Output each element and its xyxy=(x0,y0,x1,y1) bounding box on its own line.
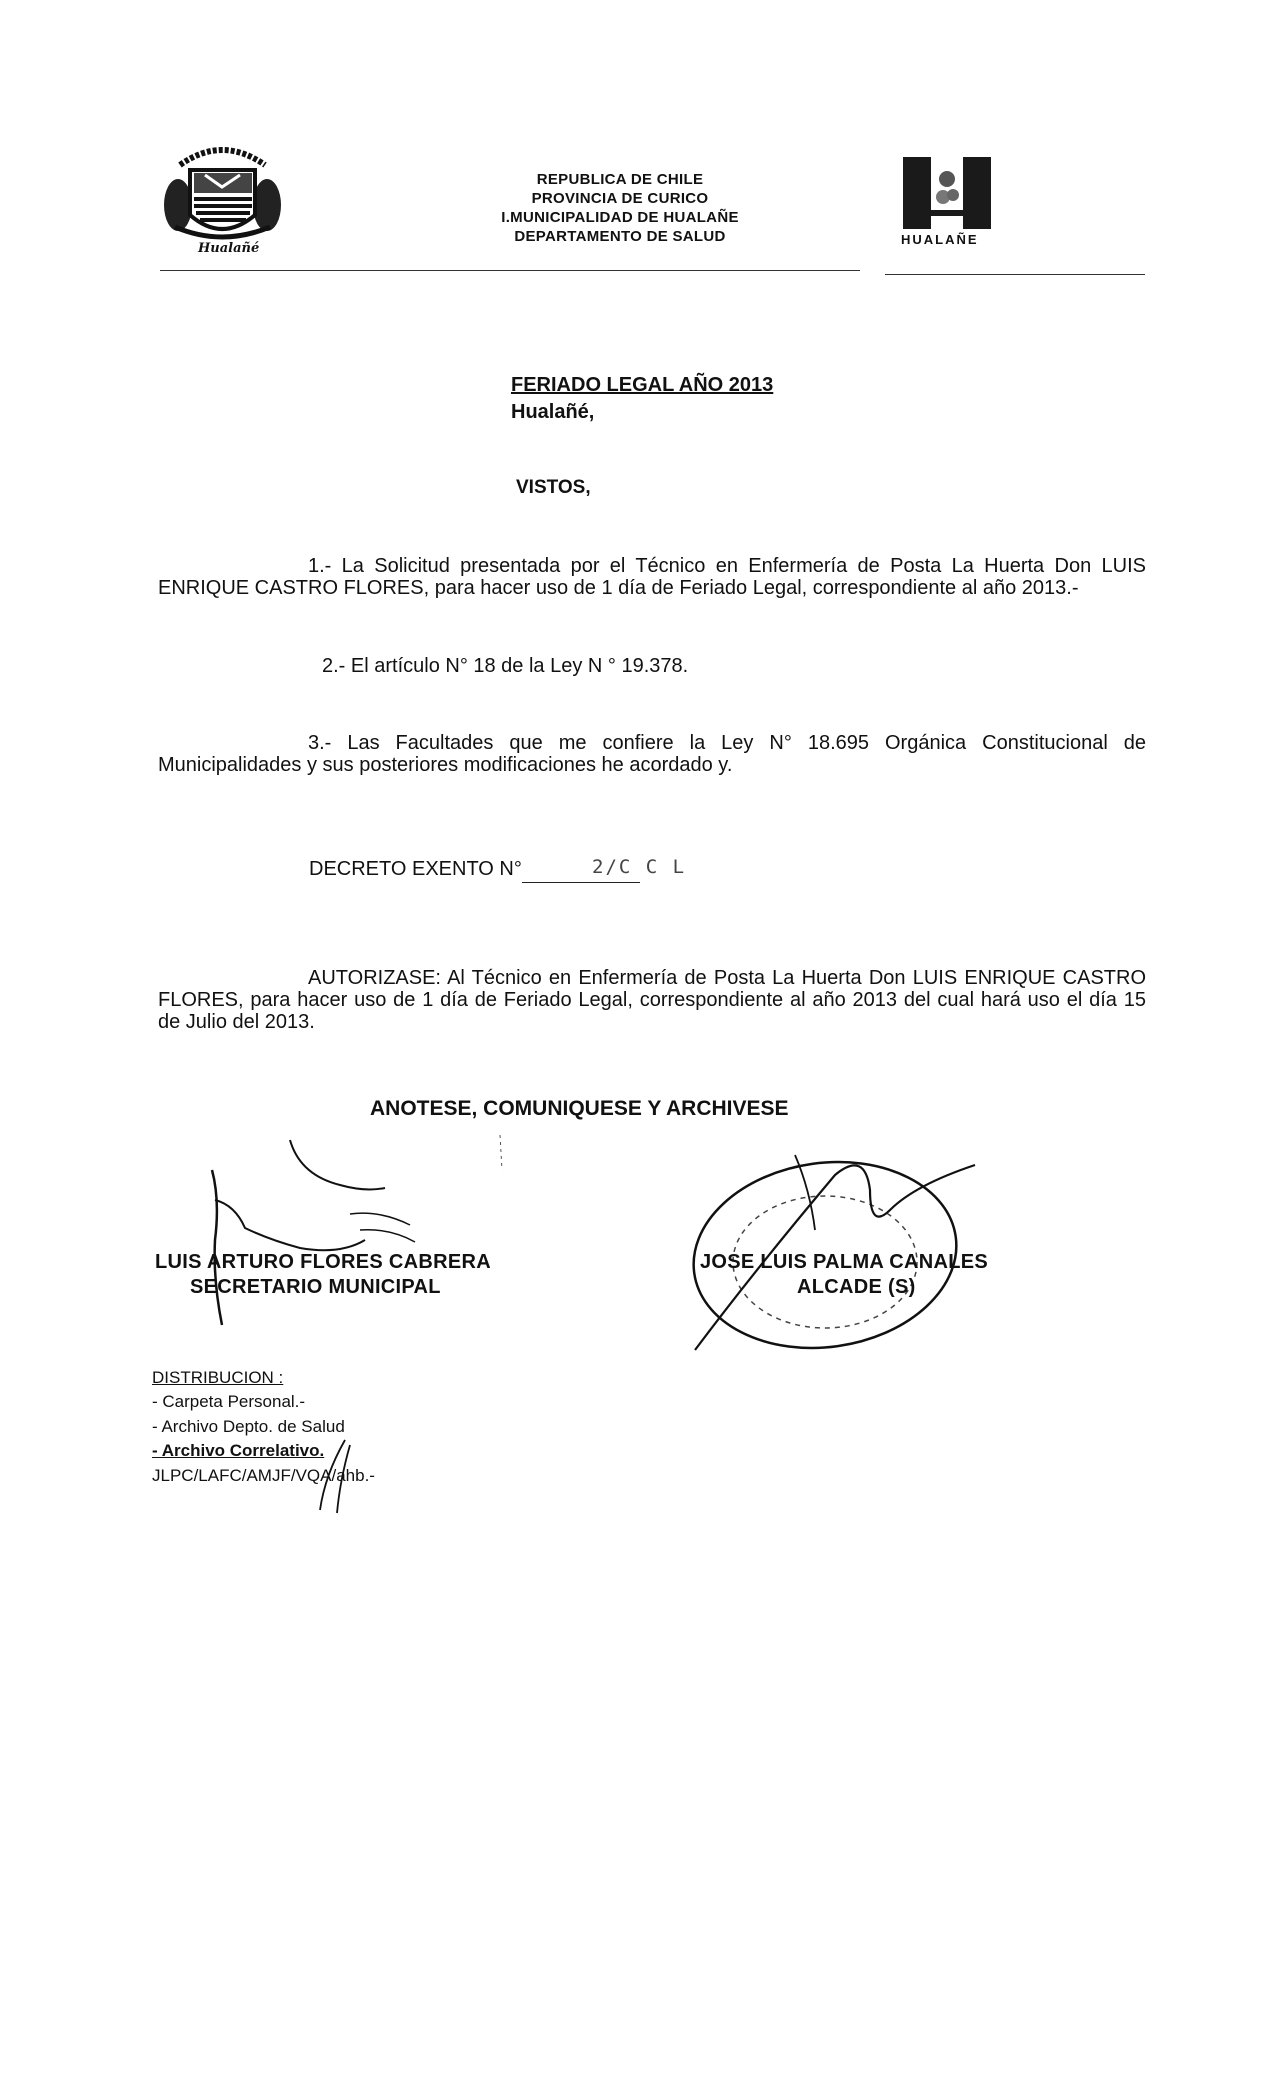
left-signatory-title: SECRETARIO MUNICIPAL xyxy=(190,1276,441,1298)
letterhead-municipality: I.MUNICIPALIDAD DE HUALAÑE xyxy=(501,209,739,226)
place-date: Hualañé, xyxy=(511,401,595,423)
paragraph-1-text: 1.- La Solicitud presentada por el Técnico en Enfermería de Posta La Huerta Don LUIS ENRIQUE CASTRO FLORES, para hacer uso de 1 día de Feriado Legal, correspondiente al año 2013.- xyxy=(158,555,1146,599)
letterhead-province: PROVINCIA DE CURICO xyxy=(531,190,709,207)
decreto-number: 2/C C L xyxy=(592,856,687,878)
decreto-number-underline xyxy=(522,882,640,883)
paragraph-3-text: 3.- Las Facultades que me confiere la Ley N° 18.695 Orgánica Constitucional de Municipalidades y sus posteriores modificaciones he acordado y. xyxy=(158,732,1146,776)
header-rule-left xyxy=(160,270,860,271)
distribution-item-1: - Carpeta Personal.- xyxy=(152,1392,306,1411)
autorizase-text: AUTORIZASE: Al Técnico en Enfermería de Posta La Huerta Don LUIS ENRIQUE CASTRO FLORES, para hacer uso de 1 día de Feriado Legal, correspondiente al año 2013 del cual hará uso el día 15 de Julio del 2013. xyxy=(158,967,1146,1033)
distribution-item-2: - Archivo Depto. de Salud xyxy=(152,1417,345,1436)
distribution-heading: DISTRIBUCION : xyxy=(152,1368,284,1387)
document-title: FERIADO LEGAL AÑO 2013 xyxy=(511,374,774,396)
hualane-h-logo xyxy=(895,155,1000,255)
decreto-label: DECRETO EXENTO N° xyxy=(309,858,522,880)
paragraph-2: 2.- El artículo N° 18 de la Ley N ° 19.378. xyxy=(322,655,689,677)
header-rule-right xyxy=(885,274,1145,275)
distribution-initials: JLPC/LAFC/AMJF/VQA/ahb.- xyxy=(152,1466,375,1485)
right-signatory-name: JOSE LUIS PALMA CANALES xyxy=(700,1251,989,1273)
hualane-logo-text: HUALAÑE xyxy=(901,232,979,247)
right-signatory-title: ALCADE (S) xyxy=(797,1276,916,1298)
left-signatory-name: LUIS ARTURO FLORES CABRERA xyxy=(155,1251,491,1273)
distribution-item-3: - Archivo Correlativo. xyxy=(152,1441,325,1460)
crest-town-name: Hualañé xyxy=(198,241,260,256)
autorizase-paragraph xyxy=(158,967,1146,1033)
initials-scribble xyxy=(285,1435,365,1515)
municipal-crest-logo xyxy=(160,135,285,260)
left-signature-scribble xyxy=(190,1130,550,1330)
letterhead xyxy=(420,170,820,246)
official-stamp xyxy=(675,1150,995,1400)
closing-formula: ANOTESE, COMUNIQUESE Y ARCHIVESE xyxy=(370,1097,789,1120)
paragraph-3 xyxy=(158,732,1146,776)
letterhead-country: REPUBLICA DE CHILE xyxy=(536,171,704,188)
letterhead-department: DEPARTAMENTO DE SALUD xyxy=(514,228,726,245)
paragraph-1 xyxy=(158,555,1146,599)
vistos-heading: VISTOS, xyxy=(516,477,591,498)
